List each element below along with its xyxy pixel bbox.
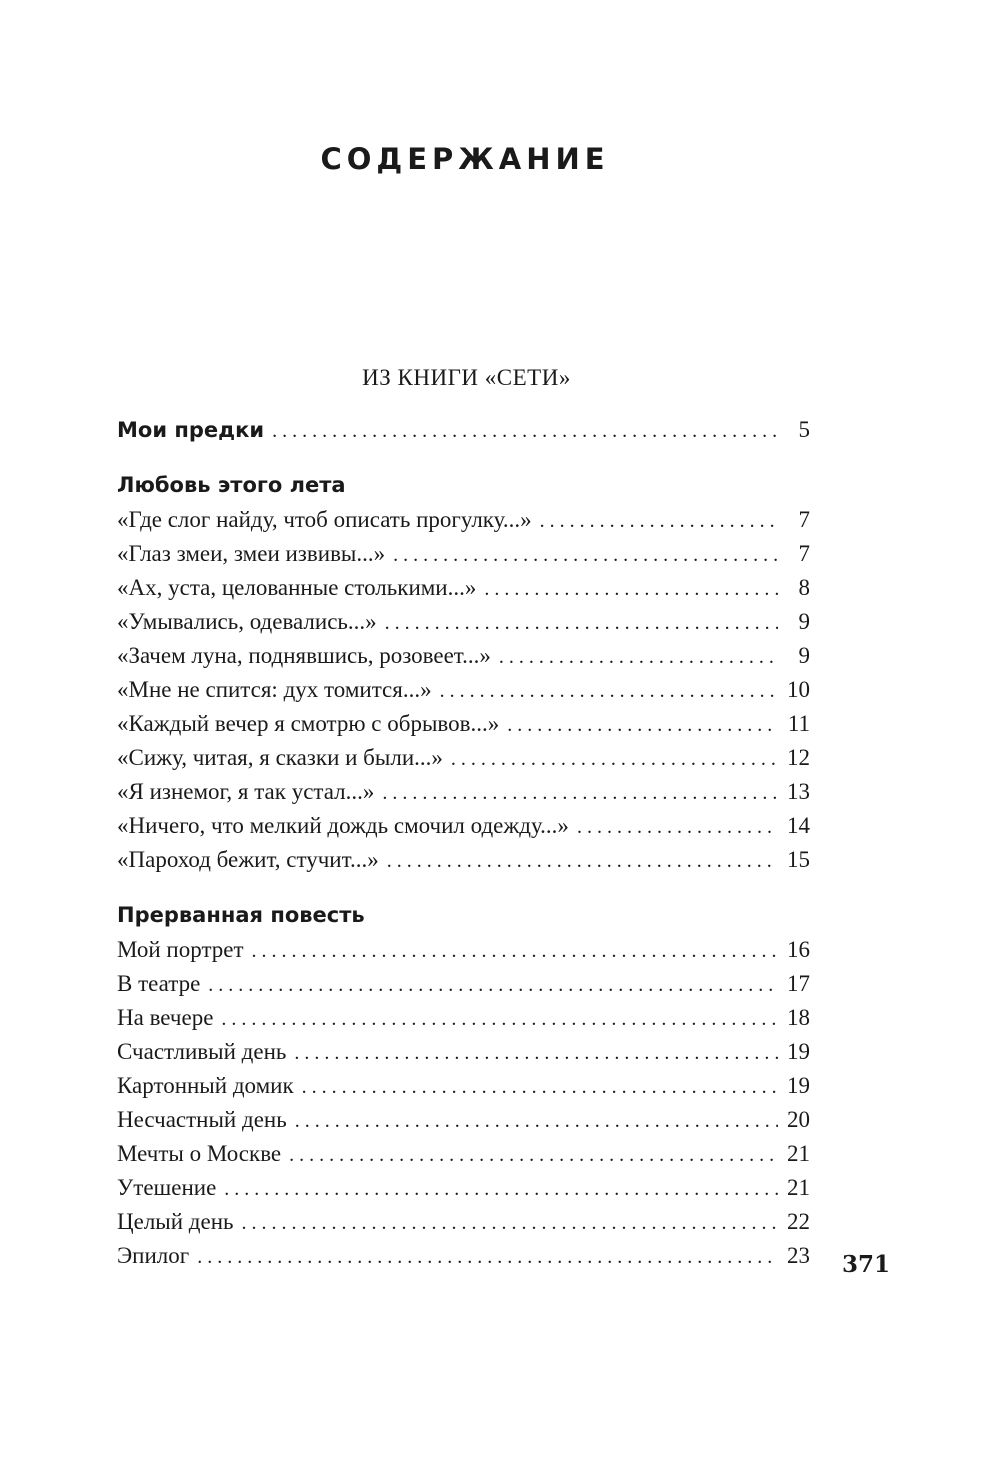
toc-entry-title: «Зачем луна, поднявшись, розовеет...» (117, 643, 491, 668)
toc-entry[interactable] (117, 1171, 810, 1205)
toc-entry-page: 21 (787, 1141, 810, 1166)
toc-entry-page: 13 (787, 779, 810, 804)
toc-entry[interactable] (117, 571, 810, 605)
toc-entry[interactable] (117, 843, 810, 877)
toc-entry-page: 19 (787, 1073, 810, 1098)
toc-entry-page: 22 (787, 1209, 810, 1234)
dot-leader (197, 1240, 778, 1274)
toc-entry-title: «Ах, уста, целованные столькими...» (117, 575, 477, 600)
toc-entry-title: «Я изнемог, я так устал...» (117, 779, 375, 804)
toc-entry[interactable] (117, 933, 810, 967)
toc-entry[interactable] (117, 1137, 810, 1171)
dot-leader (252, 934, 778, 968)
dot-leader (221, 1002, 778, 1036)
toc-entry[interactable] (117, 1069, 810, 1103)
section-spacer (117, 877, 810, 897)
toc-entry-title: Картонный домик (117, 1073, 294, 1098)
dot-leader (208, 968, 778, 1002)
toc-entry-title: «Мне не спится: дух томится...» (117, 677, 432, 702)
toc-entry-page: 16 (787, 937, 810, 962)
toc-entry-page: 20 (787, 1107, 810, 1132)
toc-entry-page: 9 (798, 609, 810, 634)
toc-entry-title: Утешение (117, 1175, 217, 1200)
toc-entry[interactable] (117, 503, 810, 537)
toc-entry[interactable] (117, 1205, 810, 1239)
toc-entry-page: 12 (787, 745, 810, 770)
toc-entry-page: 11 (787, 711, 810, 736)
part-heading: ИЗ КНИГИ «СЕТИ» (362, 365, 571, 390)
page-number: 371 (842, 1251, 891, 1278)
toc-entry[interactable] (117, 537, 810, 571)
toc-entry-title: Эпилог (117, 1243, 190, 1268)
toc-entry[interactable] (117, 639, 810, 673)
table-of-contents (117, 365, 810, 1273)
toc-entry-page: 7 (798, 507, 810, 532)
toc-entry-page: 14 (787, 813, 810, 838)
toc-entry[interactable] (117, 775, 810, 809)
toc-entry-title: «Ничего, что мелкий дождь смочил одежду...» (117, 813, 569, 838)
toc-entry[interactable] (117, 673, 810, 707)
toc-entry[interactable] (117, 413, 810, 447)
toc-entry[interactable] (117, 967, 810, 1001)
toc-entry-title: Мой портрет (117, 937, 244, 962)
dot-leader (507, 708, 778, 742)
dot-leader (499, 640, 778, 674)
toc-entry-page: 10 (787, 677, 810, 702)
toc-entry-title: «Где слог найду, чтоб описать прогулку...» (117, 507, 532, 532)
toc-entry-page: 19 (787, 1039, 810, 1064)
toc-entry-title: Несчастный день (117, 1107, 287, 1132)
section-heading: Любовь этого лета (117, 473, 346, 497)
toc-entry-title: «Глаз змеи, змеи извивы...» (117, 541, 386, 566)
toc-entry[interactable] (117, 605, 810, 639)
toc-entry-title: Мечты о Москве (117, 1141, 282, 1166)
dot-leader (302, 1070, 778, 1104)
dot-leader (484, 572, 778, 606)
toc-entry-page: 21 (787, 1175, 810, 1200)
dot-leader (242, 1206, 778, 1240)
toc-entry-title: Целый день (117, 1209, 234, 1234)
dot-leader (295, 1104, 778, 1138)
toc-entry-page: 17 (787, 971, 810, 996)
toc-entry[interactable] (117, 1239, 810, 1273)
dot-leader (224, 1172, 778, 1206)
toc-entry-title: «Пароход бежит, стучит...» (117, 847, 379, 872)
toc-entry[interactable] (117, 741, 810, 775)
section-heading: Прерванная повесть (117, 903, 365, 927)
dot-leader (387, 844, 778, 878)
dot-leader (440, 674, 778, 708)
dot-leader (294, 1036, 778, 1070)
toc-entry-title: В театре (117, 971, 201, 996)
toc-entry[interactable] (117, 1035, 810, 1069)
dot-leader (540, 504, 778, 538)
dot-leader (393, 538, 778, 572)
toc-entry-page: 15 (787, 847, 810, 872)
page-title: СОДЕРЖАНИЕ (320, 142, 610, 176)
toc-entry[interactable] (117, 1103, 810, 1137)
toc-entry-page: 7 (798, 541, 810, 566)
toc-entry[interactable] (117, 1001, 810, 1035)
toc-entry-page: 9 (798, 643, 810, 668)
toc-entry-title: «Сижу, читая, я сказки и были...» (117, 745, 443, 770)
toc-entry[interactable] (117, 707, 810, 741)
dot-leader (451, 742, 778, 776)
toc-entry[interactable] (117, 809, 810, 843)
dot-leader (289, 1138, 778, 1172)
section-spacer (117, 447, 810, 467)
dot-leader (272, 414, 778, 448)
toc-entry-page: 8 (798, 575, 810, 600)
dot-leader (577, 810, 778, 844)
toc-entry-title: «Умывались, одевались...» (117, 609, 377, 634)
toc-entry-title: Мои предки (117, 418, 265, 442)
toc-entry-page: 18 (787, 1005, 810, 1030)
toc-entry-title: «Каждый вечер я смотрю с обрывов...» (117, 711, 500, 736)
toc-entry-page: 23 (787, 1243, 810, 1268)
toc-entry-title: На вечере (117, 1005, 214, 1030)
toc-entry-title: Счастливый день (117, 1039, 287, 1064)
dot-leader (382, 776, 778, 810)
toc-entry-page: 5 (798, 417, 810, 442)
dot-leader (385, 606, 778, 640)
